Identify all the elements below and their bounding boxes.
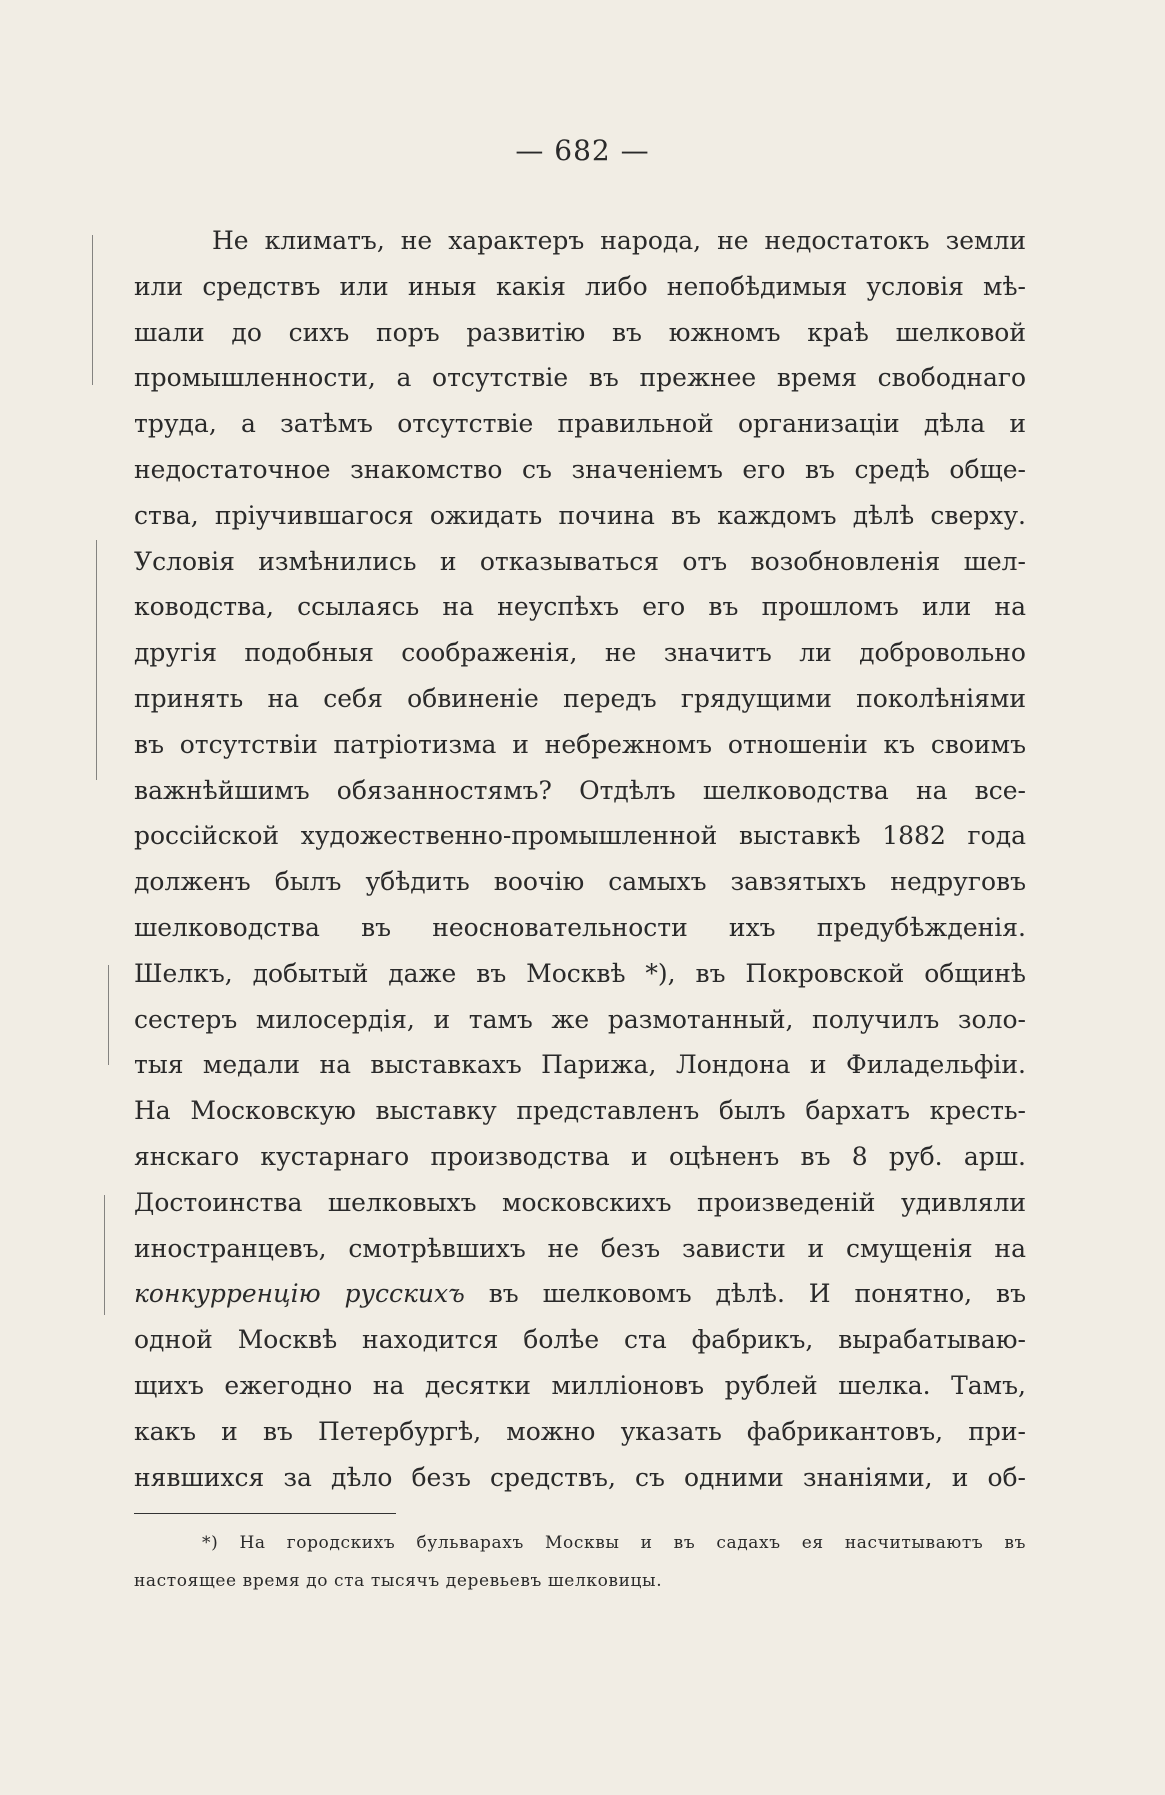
footnote [134,1524,1026,1600]
text-line: ства, пріучившагося ожидать почина въ каждомъ дѣлѣ сверху. [134,500,1026,530]
text-line: важнѣйшимъ обязанностямъ? Отдѣлъ шелководства на все- [134,775,1026,805]
page-number: — 682 — [515,134,650,167]
text-line: другія подобныя соображенія, не значитъ ли добровольно [134,638,1026,668]
margin-pencil-mark [104,1195,105,1315]
text-line: иностранцевъ, смотрѣвшихъ не безъ зависти и смущенія на [134,1233,1026,1263]
text-line: ководства, ссылаясь на неуспѣхъ его въ прошломъ или на [134,592,1026,622]
text-line: Условія измѣнились и отказываться отъ возобновленія шел- [134,546,1026,576]
emphasized-phrase: конкурренцію русскихъ [134,1279,465,1309]
body-text [134,218,1026,1500]
text-line: труда, а затѣмъ отсутствіе правильной организаціи дѣла и [134,409,1026,439]
margin-pencil-mark [108,965,109,1065]
footnote-rule [134,1513,396,1514]
text-line: сестеръ милосердія, и тамъ же размотанный, получилъ золо- [134,1004,1026,1034]
text-line: тыя медали на выставкахъ Парижа, Лондона и Филадельфіи. [134,1050,1026,1080]
text-line: Достоинства шелковыхъ московскихъ произведеній удивляли [134,1187,1026,1217]
text-line-with-emphasis [134,1271,1026,1317]
text-line: какъ и въ Петербургѣ, можно указать фабрикантовъ, при- [134,1416,1026,1446]
text-line: шелководства въ неосновательности ихъ предубѣжденія. [134,912,1026,942]
margin-pencil-mark [92,235,93,385]
text-line: янскаго кустарнаго производства и оцѣненъ въ 8 руб. арш. [134,1141,1026,1171]
text-line: недостаточное знакомство съ значеніемъ его въ средѣ обще- [134,454,1026,484]
text-line: россійской художественно-промышленной выставкѣ 1882 года [134,821,1026,851]
text-line: нявшихся за дѣло безъ средствъ, съ одними знаніями, и об- [134,1462,1026,1492]
text-line: или средствъ или иныя какія либо непобѣдимыя условія мѣ- [134,271,1026,301]
text-line: промышленности, а отсутствіе въ прежнее время свободнаго [134,363,1026,393]
text-fragment: въ шелковомъ дѣлѣ. И понятно, въ [488,1279,1027,1309]
text-line: На Московскую выставку представленъ былъ бархатъ кресть- [134,1096,1026,1126]
text-line: шали до сихъ поръ развитію въ южномъ краѣ шелковой [134,317,1026,347]
text-line: одной Москвѣ находится болѣе ста фабрикъ, вырабатываю- [134,1325,1026,1355]
footnote-line: настоящее время до ста тысячъ деревьевъ шелковицы. [134,1571,663,1591]
text-line: принять на себя обвиненіе передъ грядущими поколѣніями [134,683,1026,713]
text-line: Шелкъ, добытый даже въ Москвѣ *), въ Покровской общинѣ [134,958,1026,988]
text-line: въ отсутствіи патріотизма и небрежномъ отношеніи къ своимъ [134,729,1026,759]
text-line: щихъ ежегодно на десятки милліоновъ рублей шелка. Тамъ, [134,1370,1026,1400]
text-line: долженъ былъ убѣдить воочію самыхъ завзятыхъ недруговъ [134,867,1026,897]
footnote-line: *) На городскихъ бульварахъ Москвы и въ садахъ ея насчитываютъ въ [202,1533,1026,1553]
margin-pencil-mark [96,540,97,780]
text-line: Не климатъ, не характеръ народа, не недостатокъ земли [212,226,1026,255]
